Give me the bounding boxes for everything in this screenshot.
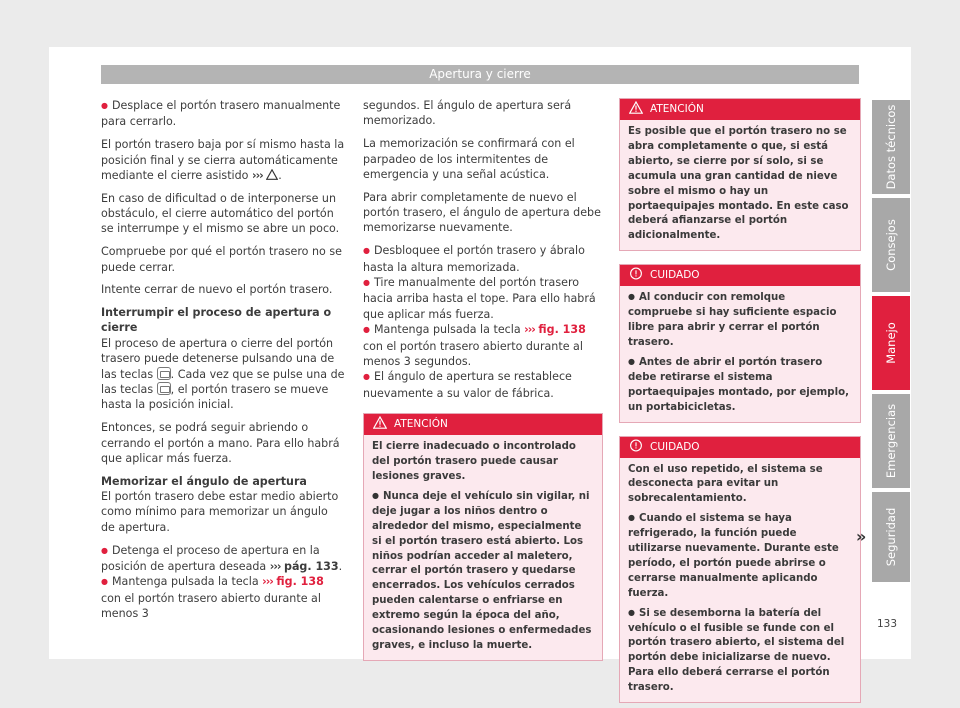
paragraph: La memorización se confirmará con el parpadeo de los intermitentes de emergencia y una señal acústica. bbox=[363, 137, 575, 181]
caution-box bbox=[619, 264, 861, 422]
page-title: Apertura y cierre bbox=[429, 67, 531, 81]
tailgate-key-icon bbox=[157, 367, 171, 380]
caution-box-body bbox=[620, 458, 860, 703]
instruction-bullet: ● Mantenga pulsada la tecla ››› fig. 138 con el portón trasero abierto durante al menos 3 bbox=[101, 574, 345, 621]
continued-marker: » bbox=[856, 527, 867, 546]
warning-box-header: ATENCIÓN bbox=[620, 99, 860, 120]
warning-box-body bbox=[620, 120, 860, 250]
instruction-bullet: ● El ángulo de apertura se restablece nuevamente a su valor de fábrica. bbox=[363, 369, 603, 401]
warning-bullet: ● Nunca deje el vehículo sin vigilar, ni deje jugar a los niños dentro o alrededor del mismo, especialmente si el portón trasero está abierto. Los niños podrían acceder al maletero, cerrar el portón trasero y quedarse encerrados. Los vehículos cerrados pueden calentarse o enfriarse en extremo según la época del año, ocasionando lesiones o enfermedades graves, e incluso la muerte. bbox=[372, 490, 594, 654]
text-column-3 bbox=[619, 98, 861, 708]
page-number: 133 bbox=[877, 618, 898, 630]
section-header bbox=[101, 65, 859, 84]
page-reference-link[interactable]: pág. 133 bbox=[284, 559, 339, 573]
instruction-bullet: ● Desbloquee el portón trasero y ábralo hasta la altura memorizada. bbox=[363, 243, 603, 275]
paragraph: segundos. El ángulo de apertura será memorizado. bbox=[363, 99, 572, 128]
subheading: Memorizar el ángulo de apertura bbox=[101, 474, 307, 488]
figure-reference-link[interactable]: fig. 138 bbox=[276, 575, 324, 589]
instruction-bullet: ● Detenga el proceso de apertura en la posición de apertura deseada ››› pág. 133. bbox=[101, 543, 345, 575]
paragraph: Compruebe por qué el portón trasero no se puede cerrar. bbox=[101, 245, 342, 274]
caution-bullet: ● Antes de abrir el portón trasero debe retirarse el sistema portaequipajes montado, por ejemplo, un portabicicletas. bbox=[628, 356, 852, 416]
reference-arrow: ››› bbox=[252, 168, 263, 182]
warning-box bbox=[363, 413, 603, 661]
warning-triangle-icon bbox=[629, 101, 643, 114]
warning-box bbox=[619, 98, 861, 251]
figure-reference-link[interactable]: fig. 138 bbox=[538, 323, 586, 337]
instruction-bullet: ● Mantenga pulsada la tecla ››› fig. 138 con el portón trasero abierto durante al menos 3 segundos. bbox=[363, 322, 603, 369]
caution-bullet: ● Si se desemborna la batería del vehículo o el fusible se funde con el portón trasero abierto, el sistema del portón debe inicializarse de nuevo. Para ello deberá cerrarse el portón trasero. bbox=[628, 607, 852, 696]
warning-text: Es posible que el portón trasero no se abra completamente o que, si está abierto, se cierre por sí solo, si se acumula una gran cantidad de nieve sobre el mismo o hay un portaequipajes montado. En este caso deberá afianzarse el portón adicionalmente. bbox=[628, 126, 849, 242]
warning-text: El cierre inadecuado o incontrolado del portón trasero puede causar lesiones graves. bbox=[372, 441, 576, 483]
exclamation-circle-icon bbox=[629, 439, 643, 452]
warning-box-body bbox=[364, 435, 602, 660]
paragraph: Para abrir completamente de nuevo el portón trasero, el ángulo de apertura debe memorizarse nuevamente. bbox=[363, 190, 601, 235]
caution-bullet: ● Al conducir con remolque compruebe si hay suficiente espacio libre para abrir y cerrar el portón trasero. bbox=[628, 291, 852, 351]
instruction-bullet: ● Tire manualmente del portón trasero hacia arriba hasta el tope. Para ello habrá que aplicar más fuerza. bbox=[363, 275, 603, 322]
instruction-bullet: ● Desplace el portón trasero manualmente para cerrarlo. bbox=[101, 98, 345, 130]
tab-seguridad[interactable]: Seguridad bbox=[872, 492, 910, 582]
text-column-1 bbox=[101, 98, 345, 629]
warning-box-header: ATENCIÓN bbox=[364, 414, 602, 435]
warning-triangle-icon bbox=[373, 416, 387, 429]
caution-box-body bbox=[620, 286, 860, 421]
paragraph: En caso de dificultad o de interponerse un obstáculo, el cierre automático del portón se interrumpe y el mismo se abre un poco. bbox=[101, 191, 340, 236]
caution-box-header: CUIDADO bbox=[620, 265, 860, 286]
tab-datos-tecnicos[interactable]: Datos técnicos bbox=[872, 100, 910, 194]
caution-text: Con el uso repetido, el sistema se desconecta para evitar un sobrecalentamiento. bbox=[628, 463, 823, 505]
paragraph: Entonces, se podrá seguir abriendo o cerrando el portón a mano. Para ello habrá que aplicar más fuerza. bbox=[101, 421, 340, 465]
caution-bullet: ● Cuando el sistema se haya refrigerado, la función puede utilizarse nuevamente. Durante este período, el portón puede abrirse o cerrarse manualmente aplicando fuerza. bbox=[628, 512, 852, 601]
tab-emergencias[interactable]: Emergencias bbox=[872, 394, 910, 488]
caution-box bbox=[619, 436, 861, 704]
paragraph: El proceso de apertura o cierre del portón trasero puede detenerse pulsando una de las teclas . Cada vez que se pulse una de las teclas , el portón trasero se mueve hasta la posición inicial. bbox=[101, 336, 345, 412]
text-column-2 bbox=[363, 98, 603, 674]
warning-triangle-icon bbox=[266, 169, 278, 180]
tailgate-key-icon bbox=[157, 382, 171, 395]
exclamation-circle-icon bbox=[629, 267, 643, 280]
tab-consejos[interactable]: Consejos bbox=[872, 198, 910, 292]
paragraph: El portón trasero debe estar medio abierto como mínimo para memorizar un ángulo de apertura. bbox=[101, 490, 339, 534]
tab-manejo[interactable]: Manejo bbox=[872, 296, 910, 390]
caution-box-header: CUIDADO bbox=[620, 437, 860, 458]
paragraph: El portón trasero baja por sí mismo hasta la posición final y se cierra automáticamente mediante el cierre asistido ››› . bbox=[101, 138, 345, 182]
paragraph: Intente cerrar de nuevo el portón trasero. bbox=[101, 283, 333, 297]
subheading: Interrumpir el proceso de apertura o cierre bbox=[101, 305, 332, 335]
